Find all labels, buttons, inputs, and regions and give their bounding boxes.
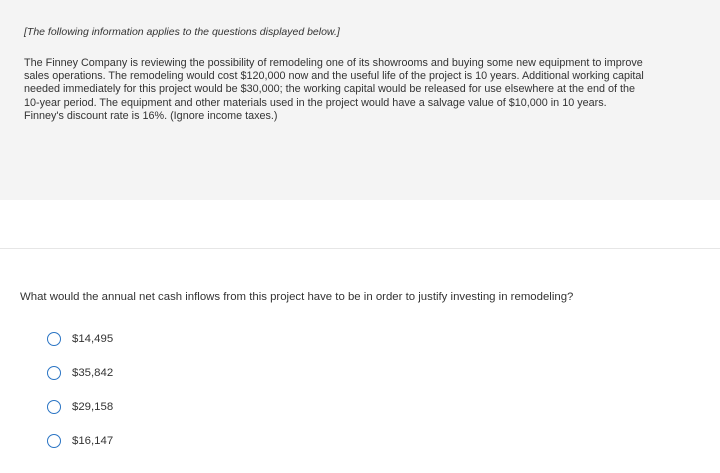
info-header: [The following information applies to the questions displayed below.] bbox=[24, 26, 340, 38]
radio-button-icon[interactable] bbox=[47, 434, 61, 448]
question-text: What would the annual net cash inflows from this project have to be in order to justify investing in remodeling? bbox=[20, 291, 574, 303]
info-panel bbox=[0, 0, 720, 200]
divider bbox=[0, 248, 720, 249]
answer-option-2[interactable] bbox=[47, 363, 113, 383]
answer-option-4[interactable] bbox=[47, 431, 113, 451]
answer-option-label[interactable]: $16,147 bbox=[72, 435, 114, 447]
radio-button-icon[interactable] bbox=[47, 332, 61, 346]
radio-button-icon[interactable] bbox=[47, 400, 61, 414]
answer-option-label[interactable]: $14,495 bbox=[72, 333, 114, 345]
answer-option-3[interactable] bbox=[47, 397, 113, 417]
info-body: The Finney Company is reviewing the possibility of remodeling one of its showrooms and buying some new equipment to improve sales operations. The remodeling would cost $120,000 now and the useful life of the project is 10 years. Additional working capital needed immediately for this project would be $30,000; the working capital would be released for use elsewhere at the end of the 10-year period. The equipment and other materials used in the project would have a salvage value of $10,000 in 10 years. Finney's discount rate is 16%. (Ignore income taxes.) bbox=[24, 57, 644, 122]
answer-option-1[interactable] bbox=[47, 329, 113, 349]
answer-option-label[interactable]: $35,842 bbox=[72, 367, 114, 379]
radio-button-icon[interactable] bbox=[47, 366, 61, 380]
answer-option-label[interactable]: $29,158 bbox=[72, 401, 114, 413]
answer-options bbox=[47, 329, 113, 465]
